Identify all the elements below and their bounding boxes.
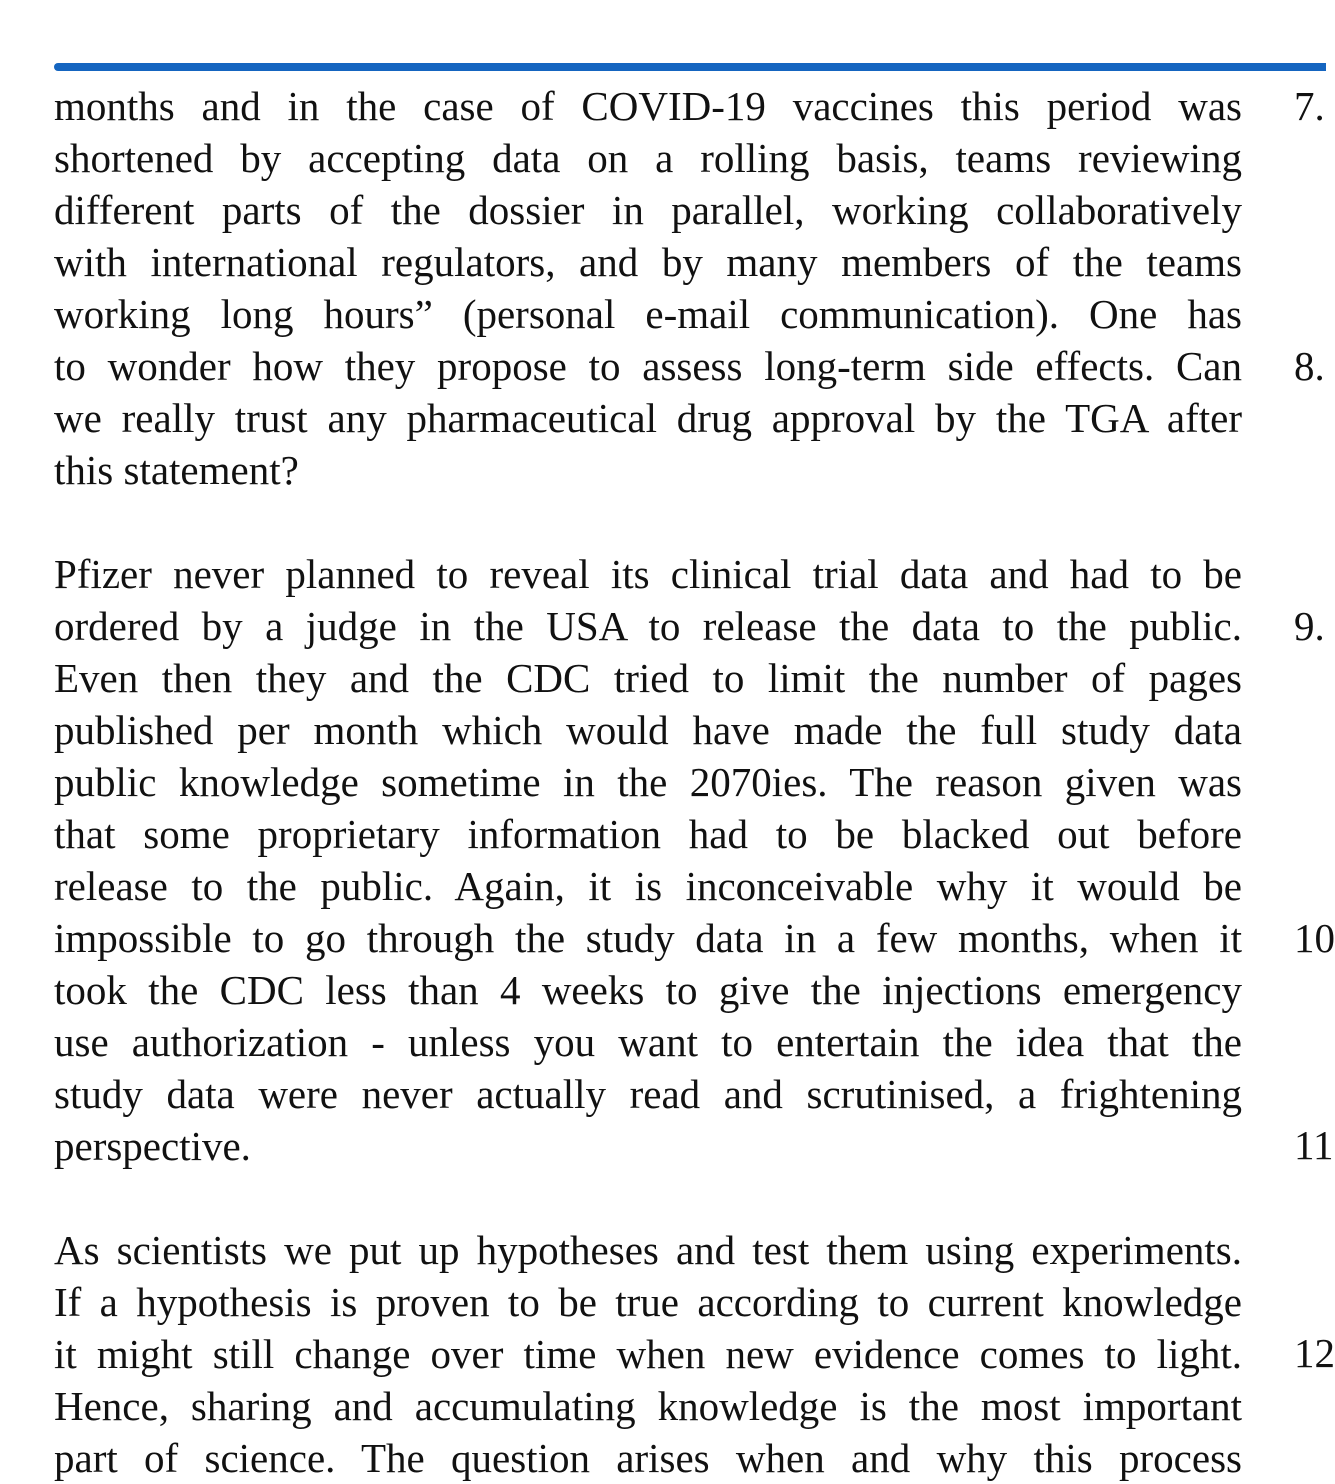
top-rule	[54, 63, 1326, 71]
text-line: with international regulators, and by many members of the teams	[54, 239, 1242, 285]
text-line: As scientists we put up hypotheses and test them using experiments.	[54, 1227, 1242, 1273]
text-line: months and in the case of COVID-19 vaccines this period was	[54, 83, 1242, 129]
paragraph	[54, 548, 1242, 1172]
text-line: Hence, sharing and accumulating knowledge is the most important	[54, 1383, 1242, 1429]
text-line: release to the public. Again, it is inconceivable why it would be	[54, 863, 1242, 909]
text-line: If a hypothesis is proven to be true according to current knowledge	[54, 1279, 1242, 1325]
text-line: perspective.	[54, 1123, 251, 1169]
paragraph-gap	[54, 1172, 1242, 1224]
text-line: that some proprietary information had to be blacked out before	[54, 811, 1242, 857]
text-line: ordered by a judge in the USA to release the data to the public.	[54, 603, 1242, 649]
text-line: different parts of the dossier in parallel, working collaboratively	[54, 187, 1242, 233]
paragraph-gap	[54, 496, 1242, 548]
reference-number: 8.	[1294, 343, 1325, 389]
text-line: this statement?	[54, 447, 299, 493]
main-text-column	[54, 80, 1242, 1484]
text-line: published per month which would have made the full study data	[54, 707, 1242, 753]
text-line: took the CDC less than 4 weeks to give the injections emergency	[54, 967, 1242, 1013]
text-line: use authorization - unless you want to entertain the idea that the	[54, 1019, 1242, 1065]
reference-number: 10	[1294, 915, 1335, 961]
reference-number: 11	[1294, 1122, 1334, 1168]
reference-number: 7.	[1294, 83, 1325, 129]
text-line: part of science. The question arises when and why this process	[54, 1435, 1242, 1481]
text-line: Pfizer never planned to reveal its clinical trial data and had to be	[54, 551, 1242, 597]
text-line: to wonder how they propose to assess long-term side effects. Can	[54, 343, 1242, 389]
text-line: it might still change over time when new evidence comes to light.	[54, 1331, 1242, 1377]
text-line: study data were never actually read and scrutinised, a frightening	[54, 1071, 1242, 1117]
text-line: impossible to go through the study data in a few months, when it	[54, 915, 1242, 961]
text-line: Even then they and the CDC tried to limit the number of pages	[54, 655, 1242, 701]
reference-number: 9.	[1294, 603, 1325, 649]
reference-number: 12	[1294, 1330, 1335, 1376]
paragraph	[54, 80, 1242, 496]
text-line: public knowledge sometime in the 2070ies. The reason given was	[54, 759, 1242, 805]
text-line: we really trust any pharmaceutical drug approval by the TGA after	[54, 395, 1242, 441]
paragraph	[54, 1224, 1242, 1484]
text-line: shortened by accepting data on a rolling basis, teams reviewing	[54, 135, 1242, 181]
text-line: working long hours” (personal e-mail communication). One has	[54, 291, 1242, 337]
